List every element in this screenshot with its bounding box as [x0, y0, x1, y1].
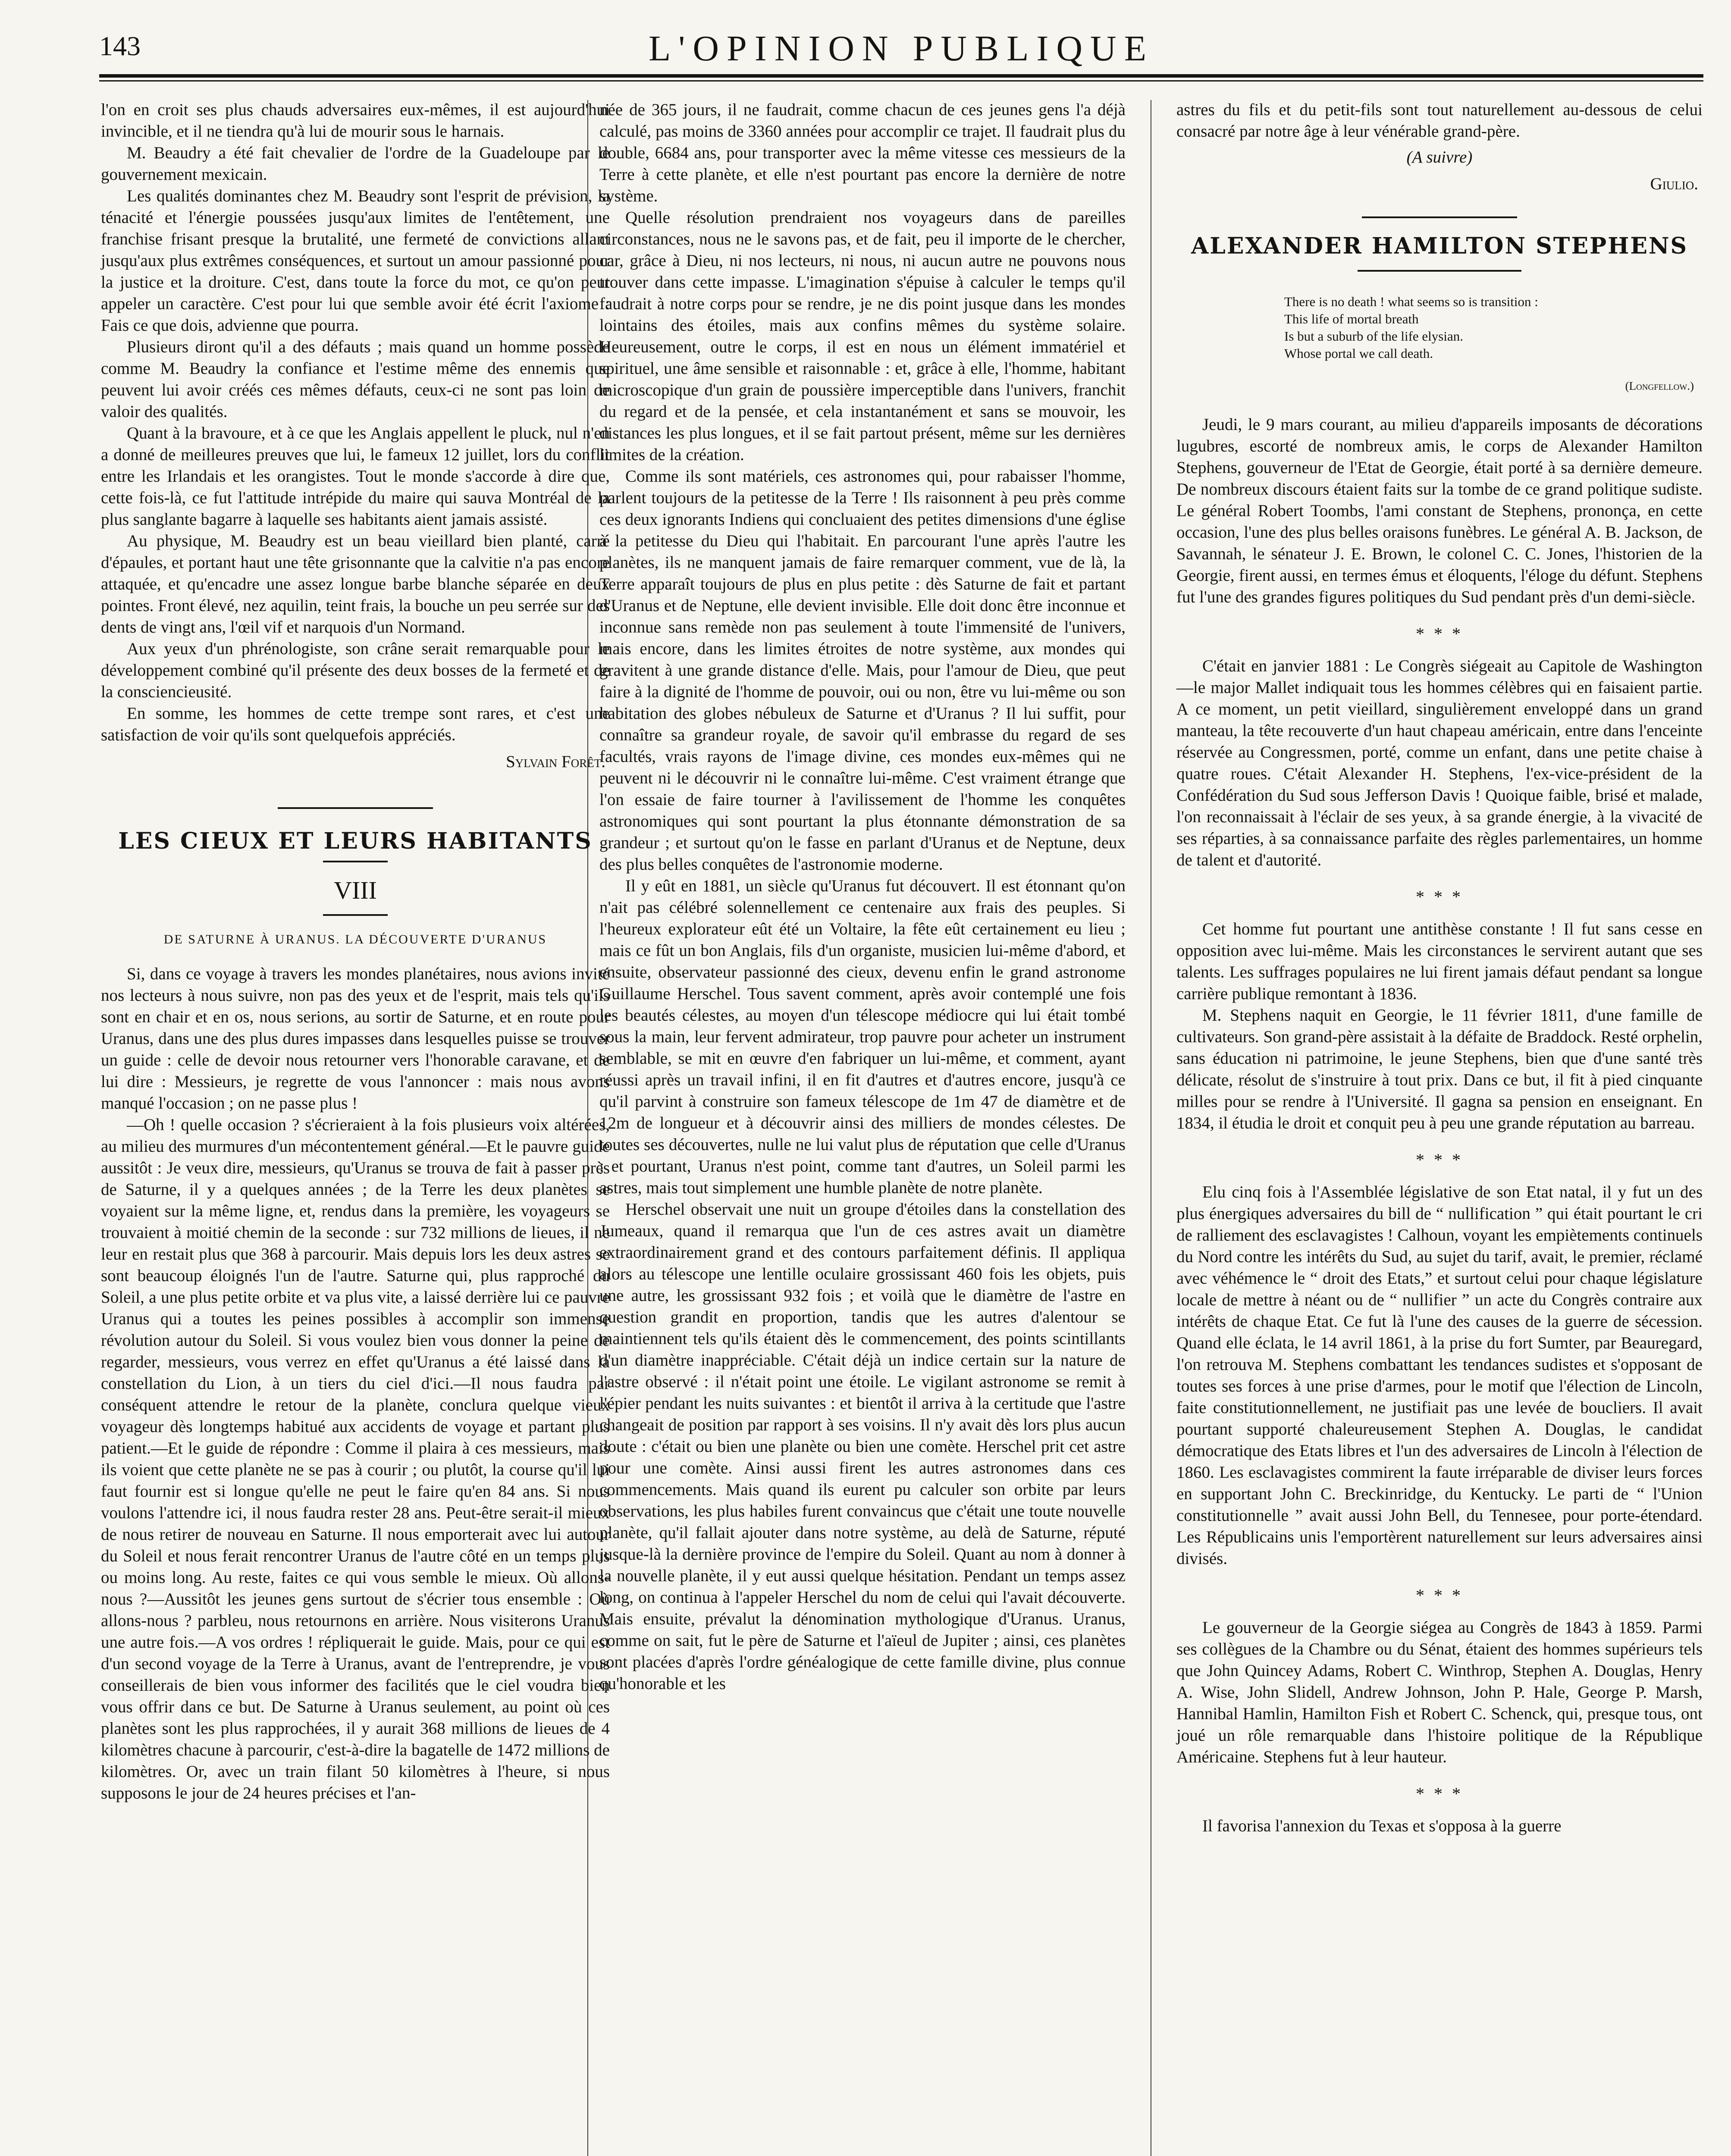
suite-note: (A suivre) — [1406, 148, 1473, 166]
section-title: LES CIEUX ET LEURS HABITANTS — [118, 828, 593, 854]
col3-paragraph: Cet homme fut pourtant une antithèse constante ! Il fut sans cesse en opposition avec lui-même. Mais les circonstances le servirent autant que ses talents. Les suffrages populaires ne lui firent jamais défaut pendant sa longue carrière publique remontant à 1836. — [1176, 920, 1703, 1003]
col3-paragraph: C'était en janvier 1881 : Le Congrès siégeait au Capitole de Washington—le major Mallet indiquait tous les hommes célèbres qui en faisaient partie. A ce moment, un petit vieillard, singulièrement enveloppé dans un grand manteau, la tête recouverte d'un haut chapeau américain, entre dans l'enceinte réservée au Congressmen, porté, comme un enfant, dans une petite chaise à quatre roues. C'était Alexander H. Stephens, l'ex-vice-président de la Confédération du Sud sous Jefferson Davis ! Quoique faible, brisé et malade, l'on reconnaissait à l'éclair de ses yeux, à sa grande énergie, à la vivacité de ses réparties, à sa connaissance parfaite des règles parlementaires, un homme de talent et d'autorité. — [1176, 657, 1703, 869]
col3-paragraph: Elu cinq fois à l'Assemblée législative de son Etat natal, il y fut un des plus énergiques adversaires du bill de “ nullification ” qui était pourtant le cri de ralliement des esclavagistes ! Calhoun, voyant les empiètements continuels du Nord contre les intérêts du Sud, au sujet du tarif, avait, le premier, réclamé avec véhémence le “ droit des Etats,” et surtout celui pour chaque législature locale de mettre à néant ou de “ nullifier ” un acte du Congrès contraire aux intérêts de chaque Etat. Ce fut là l'une des causes de la guerre de sécession. Quand elle éclata, le 14 avril 1861, à la prise du fort Sumter, par Beauregard, l'on retrouva M. Stephens combattant les tendances sudistes et s'opposant de toutes ses forces à une prise d'armes, pour le motif que l'élection de Lincoln, faite constitutionnellement, ne justifiait pas une levée de boucliers. Il avait pourtant supporté chaleureusement Stephen A. Douglas, le candidat démocratique des Etats libres et l'un des adversaires de Lincoln à l'élection de 1860. Les esclavagistes commirent la faute irréparable de diviser leurs forces en supportant John C. Breckinridge, du Kentucky. Le parti de “ l'Union constitutionnelle ” avait aussi John Bell, du Tennesee, pour porte-étendard. Les Républicains unis l'emportèrent naturellement sur leurs adversaires ainsi divisés. — [1176, 1183, 1703, 1568]
col1-paragraph: Quant à la bravoure, et à ce que les Anglais appellent le pluck, nul n'en a donné de meilleures preuves que lui, le fameux 12 juillet, lors du conflit entre les Irlandais et les orangistes. Tout le monde s'accorde à dire que, cette fois-là, ce fut l'attitude intrépide du maire qui sauva Montréal de la plus sanglante bagarre à laquelle ses habitants aient jamais assisté. — [101, 424, 610, 529]
col3-paragraph: Jeudi, le 9 mars courant, au milieu d'appareils imposants de décorations lugubres, escorté de nombreux amis, le corps de Alexander Hamilton Stephens, gouverneur de l'Etat de Georgie, était porté à sa dernière demeure. De nombreux discours étaient faits sur la tombe de ce grand politique sudiste. Le général Robert Toombs, l'ami constant de Stephens, prononça, en cette occasion, l'une des plus belles oraisons funèbres. Le général A. B. Jackson, de Savannah, le sénateur J. E. Brown, le colonel C. C. Jones, l'historien de la Georgie, firent aussi, en termes émus et éloquents, l'éloge du défunt. Stephens fut l'une des grandes figures politiques du Sud pendant près d'un demi-siècle. — [1176, 415, 1703, 606]
page-header — [99, 28, 1703, 75]
section-separator — [1362, 216, 1517, 218]
column-3 — [1176, 99, 1703, 1837]
col1-paragraph: Plusieurs diront qu'il a des défauts ; mais quand un homme possède comme M. Beaudry la confiance et l'estime même des ennemis que peuvent lui avoir créés ces mêmes défauts, ceux-ci ne sont pas loin de valoir des qualités. — [101, 338, 610, 421]
epigraph-line: Is but a suburb of the life elysian. — [1284, 329, 1463, 344]
col1-section-paragraph: Si, dans ce voyage à travers les mondes planétaires, nous avions invité nos lecteurs à nous suivre, non pas des yeux et de l'esprit, mais tels qu'ils sont en chair et en os, nous serions, au sortir de Saturne, et en route pour Uranus, dans une des plus dures impasses dans lesquelles puisse se trouver un guide : celle de devoir nous retourner vers l'honorable caravane, et de lui dire : Messieurs, je regrette de vous l'annoncer : mais nous avons manqué l'occasion ; on ne passe plus ! — [101, 965, 610, 1112]
epigraph-line: This life of mortal breath — [1284, 311, 1419, 326]
asterism: * * * — [1416, 1150, 1463, 1169]
col1-paragraph: Au physique, M. Beaudry est un beau vieillard bien planté, carré d'épaules, et portant haut une tête grisonnante que la calvitie n'a pas encore attaquée, et qu'encadre une assez longue barbe blanche séparée en deux pointes. Front élevé, nez aquilin, teint frais, la bouche un peu serrée sur des dents de vingt ans, l'œil vif et narquois d'un Normand. — [101, 532, 610, 636]
column-1 — [101, 99, 610, 1804]
page-number: 143 — [99, 31, 141, 61]
epigraph — [1284, 293, 1703, 362]
title-underline — [323, 861, 388, 862]
col2-paragraph: née de 365 jours, il ne faudrait, comme chacun de ces jeunes gens l'a déjà calculé, pas moins de 3360 années pour accomplir ce trajet. Il faudrait plus du double, 6684 ans, pour transporter avec la même vitesse ces messieurs de la Terre à cette planète, et elle n'est pourtant pas encore la dernière de notre système. — [599, 100, 1126, 205]
col1-paragraph: Aux yeux d'un phrénologiste, son crâne serait remarquable pour le développement combiné qu'il présente des deux bosses de la fermeté et de la consciencieusité. — [101, 639, 610, 701]
col2-paragraph: Herschel observait une nuit un groupe d'étoiles dans la constellation des Jumeaux, quand il remarqua que l'un de ces astres avait un diamètre extraordinairement grand et des contours parfaitement définis. Il appliqua alors au télescope une lentille oculaire grossissant 460 fois les objets, puis une autre, les grossissant 932 fois ; et voilà que le diamètre de l'astre en question grandit en proportion, tandis que les autres d'alentour se maintiennent tels qu'ils étaient dès le commencement, des points scintillants d'un diamètre inappréciable. C'était déjà un indice certain sur la nature de l'astre observé : il n'était point une étoile. Le vigilant astronome se remit à l'épier pendant les nuits suivantes : et bientôt il arriva à la certitude que l'astre changeait de position par rapport à ses voisins. Il n'y avait dès lors plus aucun doute : c'était ou bien une planète ou bien une comète. Herschel prit cet astre pour une comète. Ainsi aussi firent les autres astronomes dans ces commencements. Mais quand ils eurent pu calculer son orbite par leurs observations, les plus habiles furent convaincus que c'était une toute nouvelle planète, qu'il fallait ajouter dans notre système, au delà de Saturne, réputé jusque-là la dernière province de l'empire du Soleil. Quant au nom à donner à la nouvelle planète, il y eut aussi quelque hésitation. Pendant un temps assez long, on continua à l'appeler Herschel du nom de celui qui l'avait découverte. Mais ensuite, prévalut la dénomination mythologique d'Uranus. Uranus, comme on sait, fut le père de Saturne et l'aïeul de Jupiter ; ainsi, ces planètes sont placées d'après l'ordre généalogique de cette famille divine, plus connue qu'honorable et les — [599, 1200, 1126, 1693]
part-underline — [323, 914, 388, 916]
part-subtitle: DE SATURNE À URANUS. LA DÉCOUVERTE D'URANUS — [163, 932, 547, 946]
col2-paragraph: Comme ils sont matériels, ces astronomes qui, pour rabaisser l'homme, parlent toujours de la petitesse de la Terre ! Ils raisonnent à peu près comme ces deux ignorants Indiens qui concluaient des petites dimensions d'une église à la petitesse du Dieu qui l'habitait. En parcourant l'une après l'autre les planètes, ils ne manquent jamais de faire remarquer comment, vue de là, la Terre apparaît toujours de plus en plus petite : dès Saturne de fait et partant d'Uranus et de Neptune, elle devient invisible. Elle doit donc être inconnue et inconnue sans remède non pas seulement à toute l'immensité de l'univers, mais encore, dans les limites étroites de notre système, aux mondes qui gravitent à une grande distance d'elle. Mais, pour l'amour de Dieu, que peut faire à la dignité de l'homme de pouvoir, oui ou non, être vu lui-même ou son habitation des globes nébuleux de Saturne et d'Uranus ? Il lui suffit, pour connaître sa grandeur royale, de savoir qu'il embrasse du regard de ses facultés, vrais rayons de l'image divine, ces mondes eux-mêmes qui ne peuvent ni le découvrir ni le connaître lui-même. C'est vraiment étrange que l'on essaie de faire tourner à l'avilissement de l'homme les conquêtes astronomiques qui sont pourtant la plus étonnante démonstration de sa grandeur ; et surtout qu'on le fasse en parlant d'Uranus et de Neptune, deux des plus belles conquêtes de l'astronomie moderne. — [599, 467, 1126, 874]
title-underline — [1358, 270, 1521, 272]
col2-paragraph: Il y eût en 1881, un siècle qu'Uranus fut découvert. Il est étonnant qu'on n'ait pas célébré solennellement ce centenaire aux frais des peuples. Si l'heureux explorateur eût été un Voltaire, la fête eût certainement eu lieu ; mais ce fût un bon Anglais, fils d'un organiste, musicien lui-même d'abord, et ensuite, observateur passionné des cieux, devenu enfin le grand astronome Guillaume Herschel. Tous savent comment, après avoir contemplé une fois les beautés célestes, au moyen d'un télescope médiocre qui lui était tombé sous la main, leur fervent admirateur, trop pauvre pour acheter un instrument semblable, se mit en œuvre d'en fabriquer un lui-même, et comment, ayant réussi après un travail infini, il en fit d'autres et d'autres encore, jusqu'à ce qu'il parvint à construire son fameux télescope de 1m 47 de diamètre et de 12m de longueur et à découvrir ainsi des milliers de mondes célestes. De toutes ses découvertes, nulle ne lui valut plus de réputation que celle d'Uranus ; et pourtant, Uranus n'est point, comme tant d'autres, un Soleil parmi les astres, mais tout simplement une humble planète de notre planète. — [599, 877, 1126, 1197]
article-signature: Giulio. — [1650, 175, 1698, 193]
col3-paragraph: Il favorisa l'annexion du Texas et s'opposa à la guerre — [1202, 1817, 1562, 1835]
journal-title: L'OPINION PUBLIQUE — [648, 28, 1154, 69]
col3-paragraph: M. Stephens naquit en Georgie, le 11 février 1811, d'une famille de cultivateurs. Son grand-père assistait à la défaite de Braddock. Resté orphelin, sans éducation ni patrimoine, le jeune Stephens, bien que d'une santé très délicate, résolut de s'instruire à tout prix. Dans ce but, il fit à pied cinquante milles pour se rendre à l'Université. Il gagna sa pension en enseignant. En 1834, il étudia le droit et conquit peu à peu une grande réputation au barreau. — [1176, 1006, 1703, 1132]
column-2 — [599, 99, 1126, 1695]
col2-paragraph: Quelle résolution prendraient nos voyageurs dans de pareilles circonstances, nous ne le savons pas, et de fait, peu il importe de le chercher, car, grâce à Dieu, ni nos lecteurs, ni nous, ni aucun autre ne pouvons nous trouver dans cette impasse. L'imagination s'épuise à calculer le temps qu'il faudrait à notre corps pour se rendre, je ne dis point jusque dans les mondes lointains des étoiles, mais aux confins mêmes du système solaire. Heureusement, outre le corps, il est en nous un élément immatériel et spirituel, une âme sensible et raisonnable : et, grâce à elle, l'homme, habitant microscopique d'un grain de poussière imperceptible dans l'univers, franchit du regard et de la pensée, et cela instantanément et sans se mouvoir, les distances les plus longues, et il se fait partout présent, même sur les dernières limites de la création. — [599, 208, 1126, 464]
header-rule-thin — [99, 80, 1703, 81]
epigraph-line: Whose portal we call death. — [1284, 346, 1433, 361]
article-signature: Sylvain Forêt. — [506, 752, 605, 771]
col1-paragraph: Les qualités dominantes chez M. Beaudry sont l'esprit de prévision, la ténacité et l'énergie poussées jusqu'aux limites de l'entêtement, une franchise frisant presque la brutalité, une fermeté de convictions allant jusqu'aux plus extrêmes conséquences, et surtout un amour passionné pour la justice et la droiture. C'est, dans toute la force du mot, ce qu'on peut appeler un caractère. C'est pour lui que semble avoir été écrit l'axiome : Fais ce que dois, advienne que pourra. — [101, 187, 610, 335]
col3-intro-paragraph: astres du fils et du petit-fils sont tout naturellement au-dessous de celui consacré par notre âge à leur vénérable grand-père. — [1176, 100, 1703, 141]
col1-paragraph: M. Beaudry a été fait chevalier de l'ordre de la Guadeloupe par le gouvernement mexicain. — [101, 144, 610, 184]
col3-paragraph: Le gouverneur de la Georgie siégea au Congrès de 1843 à 1859. Parmi ses collègues de la Chambre ou du Sénat, étaient des hommes supérieurs tels que John Quincey Adams, Robert C. Winthrop, Stephen A. Douglas, Henry A. Wise, John Slidell, Andrew Johnson, John P. Hale, George P. Marsh, Hannibal Hamlin, Hamilton Fish et Robert C. Schenck, qui, presque tous, ont joué un rôle remarquable dans l'histoire politique de la République Américaine. Stephens fut à leur hauteur. — [1176, 1618, 1703, 1766]
asterism: * * * — [1416, 1784, 1463, 1803]
col1-paragraph: l'on en croit ses plus chauds adversaires eux-mêmes, il est aujourd'hui invincible, et il ne tiendra qu'à lui de mourir sous le harnais. — [101, 100, 610, 141]
section-title: ALEXANDER HAMILTON STEPHENS — [1191, 233, 1688, 259]
col1-paragraph: En somme, les hommes de cette trempe sont rares, et c'est une satisfaction de voir qu'ils sont quelquefois appréciés. — [101, 704, 610, 744]
section-separator — [278, 807, 433, 809]
asterism: * * * — [1416, 887, 1463, 906]
asterism: * * * — [1416, 624, 1463, 643]
part-number: VIII — [334, 876, 377, 904]
col1-section-paragraph: —Oh ! quelle occasion ? s'écrieraient à la fois plusieurs voix altérées, au milieu des murmures d'un mécontentement général.—Et le pauvre guide aussitôt : Je veux dire, messieurs, qu'Uranus se trouva de fait à passer près de Saturne, il y a quelques années ; de la Terre les deux planètes se voyaient sur la même ligne, et, rendus dans la première, les voyageurs se trouvaient à moitié chemin de la seconde : sur 732 millions de lieues, il ne leur en restait plus que 368 à parcourir. Mais depuis lors les deux astres se sont beaucoup éloignés l'un de l'autre. Saturne qui, plus rapproché du Soleil, a une plus petite orbite et va plus vite, a laissé derrière lui ce pauvre Uranus qui a toutes les peines possibles à accomplir son immense révolution autour du Soleil. Si vous voulez bien vous donner la peine de regarder, messieurs, vous verrez en effet qu'Uranus a été laissé dans la constellation du Lion, à un tiers du ciel d'ici.—Il nous faudra par conséquent attendre le retour de la planète, conclura quelque vieux voyageur dès longtemps habitué aux accidents de voyage et partant plus patient.—Et le guide de répondre : Comme il plaira à ces messieurs, mais ils voient que cette planète ne se pas à courir ; ou plutôt, la course qu'il lui faut fournir est si longue qu'elle ne peut le faire qu'en 84 ans. Si nous voulons l'attendre ici, il nous faudra rester 28 ans. Peut-être serait-il mieux de nous retirer de nouveau en Saturne. Il nous emporterait avec lui autour du Soleil et nous ferait rencontrer Uranus de l'autre côté en un temps plus ou moins long. Au reste, faites ce qui vous semble le mieux. Où allons-nous ?—Aussitôt les jeunes gens surtout de s'écrier tous ensemble : Où allons-nous ? parbleu, nous retournons en arrière. Nous visiterons Uranus une autre fois.—A vos ordres ! répliquerait le guide. Mais, pour ce qui est d'un second voyage de la Terre à Uranus, avant de l'entreprendre, je vous conseillerais de bien vous informer des facilités que le ciel voudra bien vous offrir dans ce but. De Saturne à Uranus seulement, au point où ces planètes sont les plus rapprochées, il y aurait 368 millions de lieues de 4 kilomètres chacune à parcourir, c'est-à-dire la bagatelle de 1472 millions de kilomètres. Or, avec un train filant 50 kilomètres à l'heure, si nous supposons le jour de 24 heures précises et l'an- — [101, 1116, 610, 1802]
epigraph-author: (Longfellow.) — [1625, 379, 1694, 392]
epigraph-line: There is no death ! what seems so is transition : — [1284, 294, 1538, 309]
header-rule-thick — [99, 74, 1703, 78]
asterism: * * * — [1416, 1586, 1463, 1605]
